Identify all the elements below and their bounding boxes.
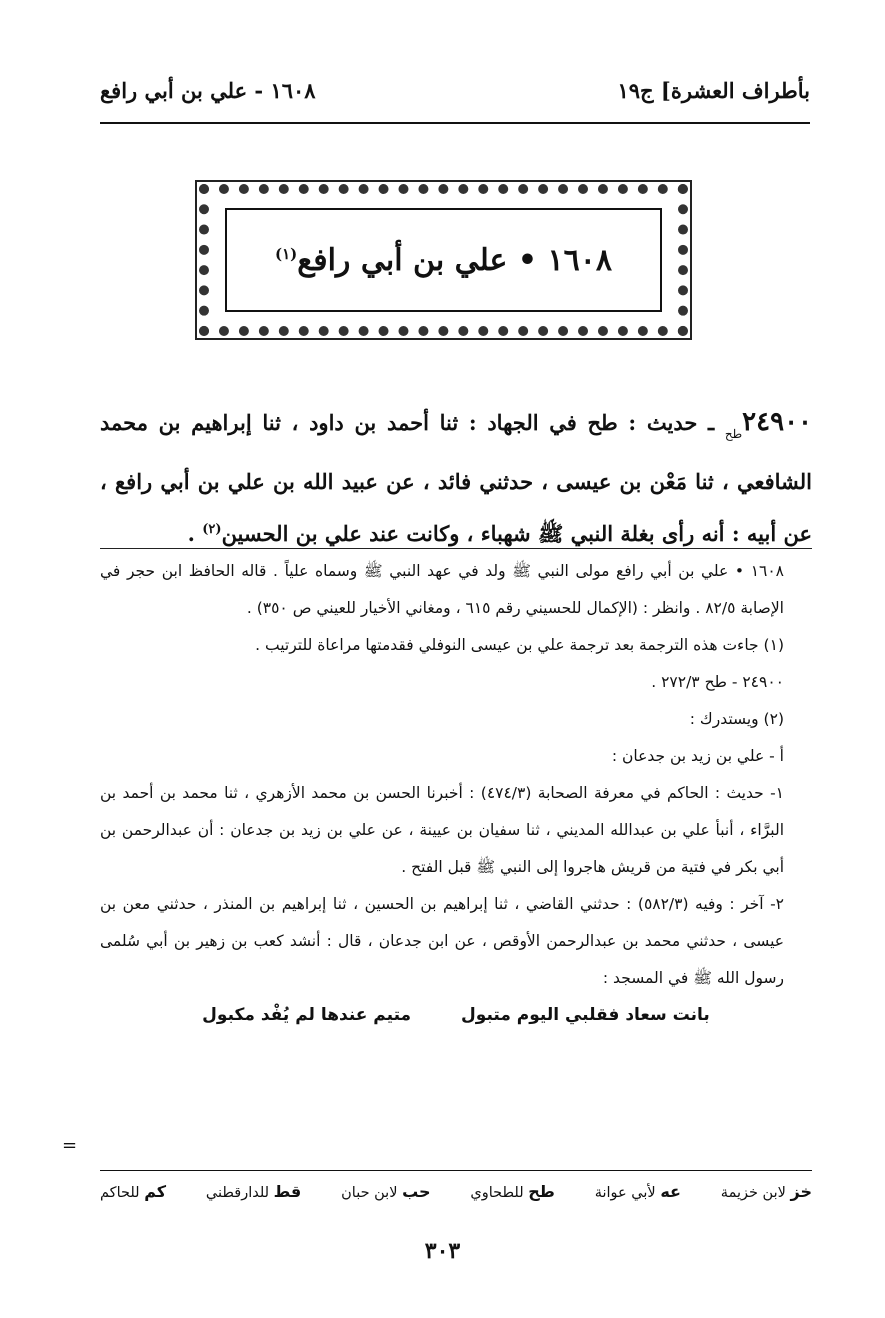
entry-title [275, 243, 612, 278]
abbr-label: لأبي عوانة [594, 1185, 656, 1201]
abbr-label: للحاكم [100, 1185, 140, 1201]
header-book-title: بأطراف العشرة] ج١٩ [617, 78, 810, 103]
hadith-source-code: طح [724, 427, 743, 441]
abbr-label: لابن حبان [341, 1185, 398, 1201]
abbr-item [341, 1182, 430, 1201]
abbreviations-legend [100, 1182, 812, 1201]
poem-verse [100, 997, 812, 1034]
abbr-code: خز [790, 1182, 812, 1201]
abbr-code: حب [402, 1182, 431, 1201]
abbreviations-rule [100, 1170, 812, 1171]
poem-first-hemistich: بانت سعاد فقلبي اليوم متبول [461, 1005, 710, 1025]
abbr-code: قط [273, 1182, 302, 1201]
hadith-end: . [187, 521, 203, 546]
abbr-code: عه [660, 1182, 681, 1201]
footnotes [100, 553, 812, 1034]
header-rule [100, 122, 810, 124]
note-biography: ١٦٠٨ • علي بن أبي رافع مولى النبي ﷺ ولد في عهد النبي ﷺ وسماه علياً . قاله الحافظ ابن حجر في الإصابة ٨٢/٥ . وانظر : (الإكمال للحسيني رقم ٦١٥ ، ومغاني الأخيار للعيني ص ٣٥٠) . [100, 562, 784, 617]
abbr-label: لابن خزيمة [720, 1185, 786, 1201]
note-1: (١) جاءت هذه الترجمة بعد ترجمة علي بن عيسى النوفلي فقدمتها مراعاة للترتيب . [255, 636, 784, 654]
hadith-footnote-mark: (٢) [202, 522, 222, 537]
entry-title-text: ١٦٠٨ • علي بن أبي رافع [297, 242, 612, 278]
abbr-code: طح [528, 1182, 555, 1201]
page-number: ٣٠٣ [424, 1238, 461, 1264]
abbr-item [595, 1182, 681, 1201]
abbr-item [206, 1182, 301, 1201]
hadith-text [100, 398, 812, 558]
abbr-label: للطحاوي [470, 1185, 524, 1201]
note-2a-2: ٢- آخر : وفيه (٥٨٢/٣) : حدثني القاضي ، ثنا إبراهيم بن الحسين ، ثنا إبراهيم بن المنذر ، حدثني معن بن عيسى ، حدثني محمد بن عبدالرحمن الأوقص ، عن ابن جدعان ، قال : أنشد كعب بن زهير بن أبي سُلمى رسول الله ﷺ في المسجد : [100, 895, 784, 987]
continuation-mark: = [62, 1135, 78, 1156]
abbr-item [100, 1182, 166, 1201]
ornamental-title-frame [195, 180, 692, 340]
hadith-number: ٢٤٩٠٠ [742, 407, 812, 437]
abbr-label: للدارقطني [205, 1185, 270, 1201]
header-entry-title: ١٦٠٨ - علي بن أبي رافع [100, 78, 316, 103]
poem-second-hemistich: متيم عندها لم يُفْد مكبول [202, 1005, 412, 1025]
running-header [100, 78, 810, 114]
abbr-code: كم [144, 1182, 167, 1201]
footnote-separator [100, 548, 812, 549]
note-2a-1: ١- حديث : الحاكم في معرفة الصحابة (٤٧٤/٣) : أخبرنا الحسن بن محمد الأزهري ، ثنا محمد بن أحمد بن البرَّاء ، أنبأ علي بن عبدالله المديني ، ثنا سفيان بن عيينة ، عن علي بن زيد بن جدعان : أن عبدالرحمن بن أبي بكر في فتية من قريش هاجروا إلى النبي ﷺ قبل الفتح . [100, 784, 784, 876]
note-2: (٢) ويستدرك : [689, 710, 784, 728]
note-hadith-ref: ٢٤٩٠٠ - طح ٢٧٢/٣ . [651, 673, 784, 691]
entry-title-footnote-mark: (١) [275, 244, 298, 263]
abbr-item [470, 1182, 554, 1201]
frame-inner-box [225, 208, 662, 312]
note-2a: أ - علي بن زيد بن جدعان : [611, 747, 784, 765]
hadith-body: ـ حديث : طح في الجهاد : ثنا أحمد بن داود ، ثنا إبراهيم بن محمد الشافعي ، ثنا مَعْن بن عيسى ، حدثني فائد ، عن عبيد الله بن علي بن أبي رافع ، عن أبيه : أنه رأى بغلة النبي ﷺ شهباء ، وكانت عند علي بن الحسين [100, 410, 812, 546]
abbr-item [721, 1182, 812, 1201]
